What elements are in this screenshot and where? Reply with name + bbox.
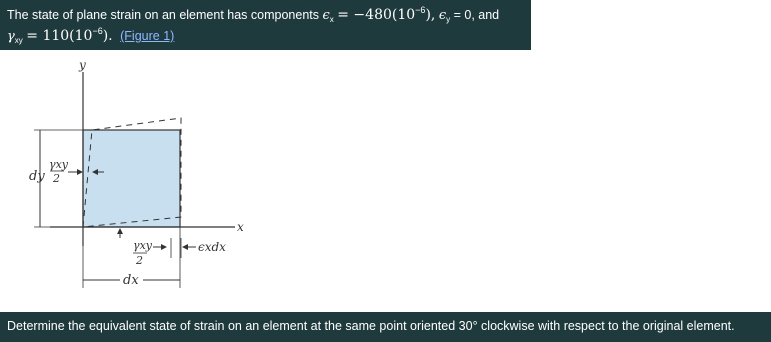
problem-statement (0, 0, 531, 50)
element-square (83, 130, 180, 227)
epsilon-x-symbol: ϵ (322, 8, 330, 23)
problem-line-1 (7, 5, 524, 26)
gamma-left-half: 2 (53, 172, 60, 185)
strain-diagram (0, 50, 300, 312)
epsilon-x-subscript: x (329, 15, 334, 24)
gamma-bottom-half: 2 (136, 254, 143, 267)
epsilon-y-value: = 0, and (453, 8, 500, 22)
epsilon-x-close: ), (425, 7, 436, 23)
gamma-xy-exponent: −6 (92, 26, 103, 36)
gamma-xy-close: ). (102, 28, 113, 44)
dx-label: dx (123, 273, 139, 288)
gamma-xy-symbol: γ (7, 29, 15, 44)
dy-label: dy (29, 169, 45, 184)
problem-intro: The state of plane strain on an element has components (7, 8, 319, 22)
question-text: Determine the equivalent state of strain on an element at the same point oriented 30° clockwise with respect to the original element. (7, 319, 735, 333)
y-axis-label: y (79, 58, 86, 72)
strain-element-figure (0, 50, 300, 312)
figure-1-link[interactable]: (Figure 1) (120, 29, 175, 43)
epsilon-y-subscript: y (446, 15, 451, 24)
gamma-left-label: γxy (49, 158, 68, 171)
gamma-xy-subscript: xy (14, 36, 23, 45)
gamma-bottom-label: γxy (133, 239, 152, 252)
epsilon-y-symbol: ϵ (438, 8, 447, 23)
epsilon-x-value: = −480(10 (337, 7, 416, 23)
exdx-label: ϵxdx (198, 240, 226, 254)
x-axis-label: x (237, 220, 244, 234)
epsilon-x-exponent: −6 (415, 5, 426, 15)
problem-line-2 (7, 26, 524, 47)
question-statement (0, 312, 771, 342)
gamma-xy-value: = 110(10 (26, 28, 93, 44)
